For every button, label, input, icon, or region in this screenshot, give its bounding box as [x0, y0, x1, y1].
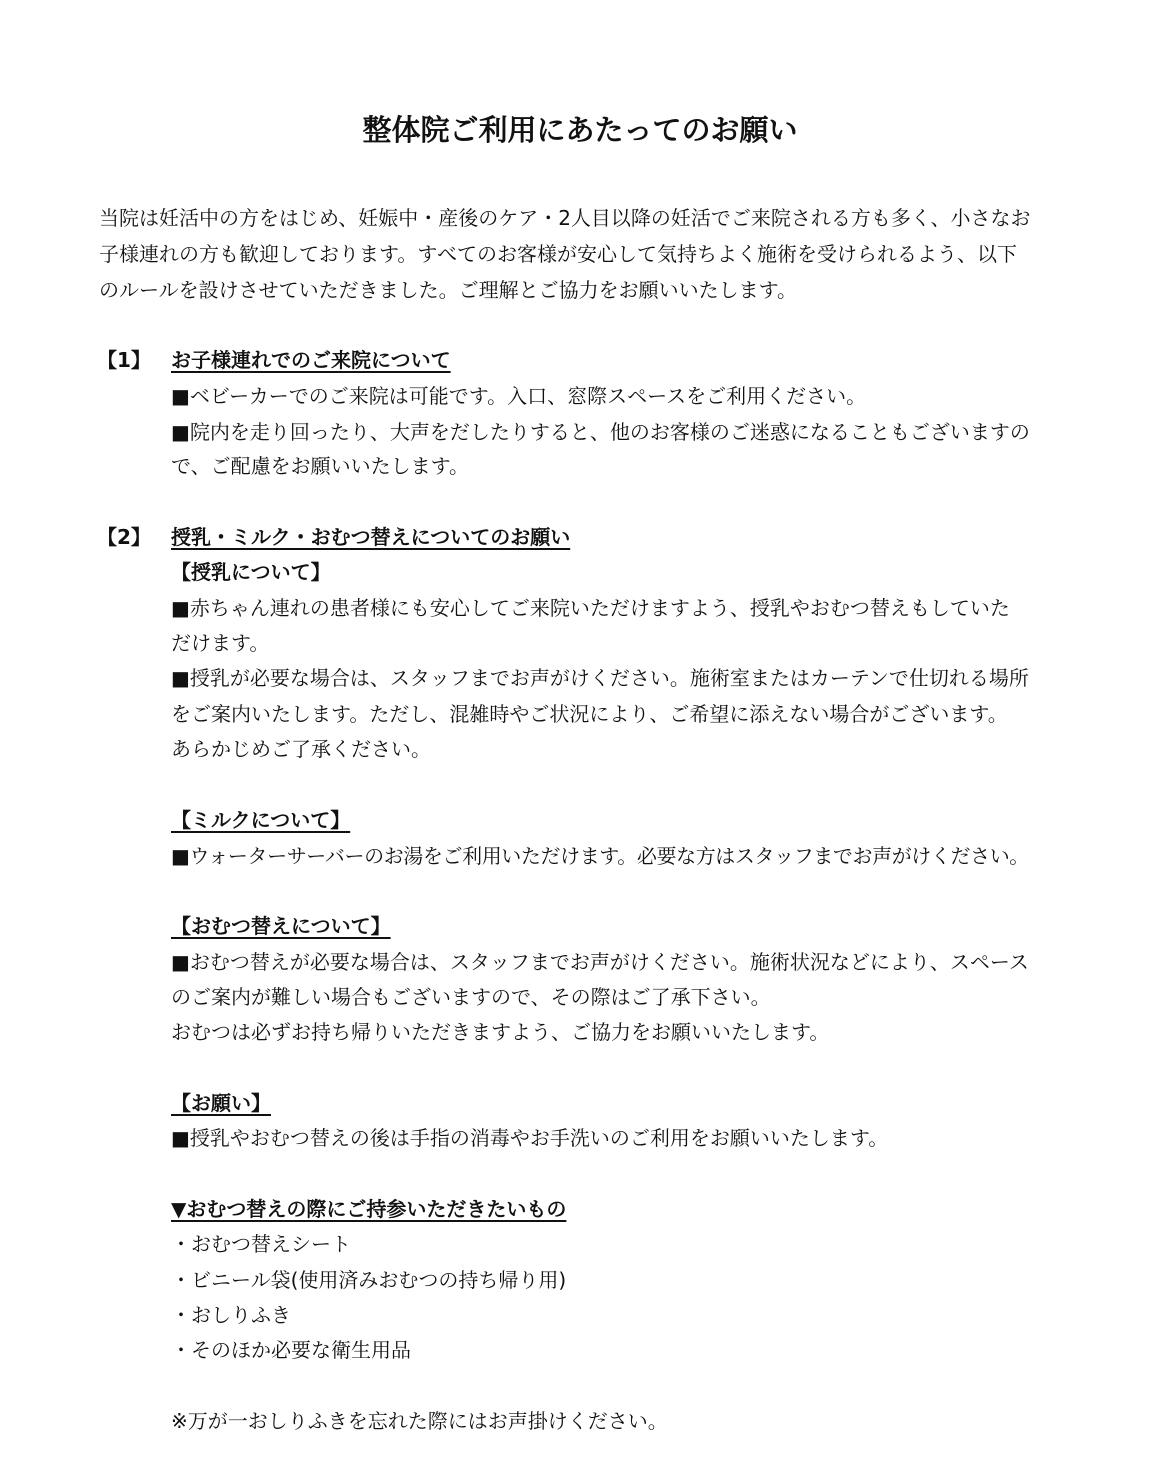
section-1-line: ■ベビーカーでのご来院は可能です。入口、窓際スペースをご利用ください。: [171, 384, 867, 408]
nursing-line: だけます。: [171, 631, 270, 655]
diaper-line: ■おむつ替えが必要な場合は、スタッフまでお声がけください。施術状況などにより、スペース: [171, 950, 1029, 974]
intro-paragraph: [99, 200, 1074, 308]
milk-heading: 【ミルクについて】: [171, 808, 351, 832]
request-heading: 【お願い】: [171, 1091, 271, 1115]
diaper-line: のご案内が難しい場合もございますので、その際はご了承下さい。: [171, 985, 771, 1009]
page-title: 整体院ご利用にあたってのお願い: [362, 113, 798, 147]
section-1-line: ■院内を走り回ったり、大声をだしたりすると、他のお客様のご迷惑になることもございますの: [171, 420, 1030, 444]
nursing-line: をご案内いたします。ただし、混雑時やご状況により、ご希望に添えない場合がございます。: [171, 702, 1008, 726]
nursing-heading: 【授乳について】: [171, 560, 331, 584]
bring-list-heading: ▼おむつ替えの際にご持参いただきたいもの: [171, 1197, 567, 1221]
footnote: ※万が一おしりふきを忘れた際にはお声掛けください。: [171, 1409, 668, 1433]
intro-line: のルールを設けさせていただきました。ご理解とご協力をお願いいたします。: [99, 278, 797, 302]
bring-list-item: ・そのほか必要な衛生用品: [171, 1338, 411, 1362]
bring-list-item: ・おしりふき: [171, 1303, 291, 1327]
bring-list-item: ・おむつ替えシート: [171, 1232, 351, 1256]
intro-line: 当院は妊活中の方をはじめ、妊娠中・産後のケア・2人目以降の妊活でご来院される方も多く、小さなお: [99, 206, 1031, 230]
section-2-heading: 授乳・ミルク・おむつ替えについてのお願い: [171, 525, 571, 549]
bring-list-item: ・ビニール袋(使用済みおむつの持ち帰り用): [171, 1268, 567, 1292]
request-line: ■授乳やおむつ替えの後は手指の消毒やお手洗いのご利用をお願いいたします。: [171, 1126, 889, 1150]
intro-line: 子様連れの方も歓迎しております。すべてのお客様が安心して気持ちよく施術を受けられるよう、以下: [99, 242, 1017, 266]
section-1-number: 【1】: [97, 348, 151, 372]
nursing-line: ■授乳が必要な場合は、スタッフまでお声がけください。施術室またはカーテンで仕切れる場所: [171, 666, 1029, 690]
section-1-line: で、ご配慮をお願いいたします。: [171, 454, 469, 478]
nursing-line: あらかじめご了承ください。: [171, 737, 431, 761]
milk-line: ■ウォーターサーバーのお湯をご利用いただけます。必要な方はスタッフまでお声がけください。: [171, 844, 1029, 868]
nursing-line: ■赤ちゃん連れの患者様にも安心してご来院いただけますよう、授乳やおむつ替えもしていた: [171, 596, 1010, 620]
diaper-line: おむつは必ずお持ち帰りいただきますよう、ご協力をお願いいたします。: [171, 1020, 830, 1044]
section-1-heading: お子様連れでのご来院について: [171, 348, 451, 372]
section-2-number: 【2】: [97, 525, 151, 549]
diaper-heading: 【おむつ替えについて】: [171, 914, 391, 938]
